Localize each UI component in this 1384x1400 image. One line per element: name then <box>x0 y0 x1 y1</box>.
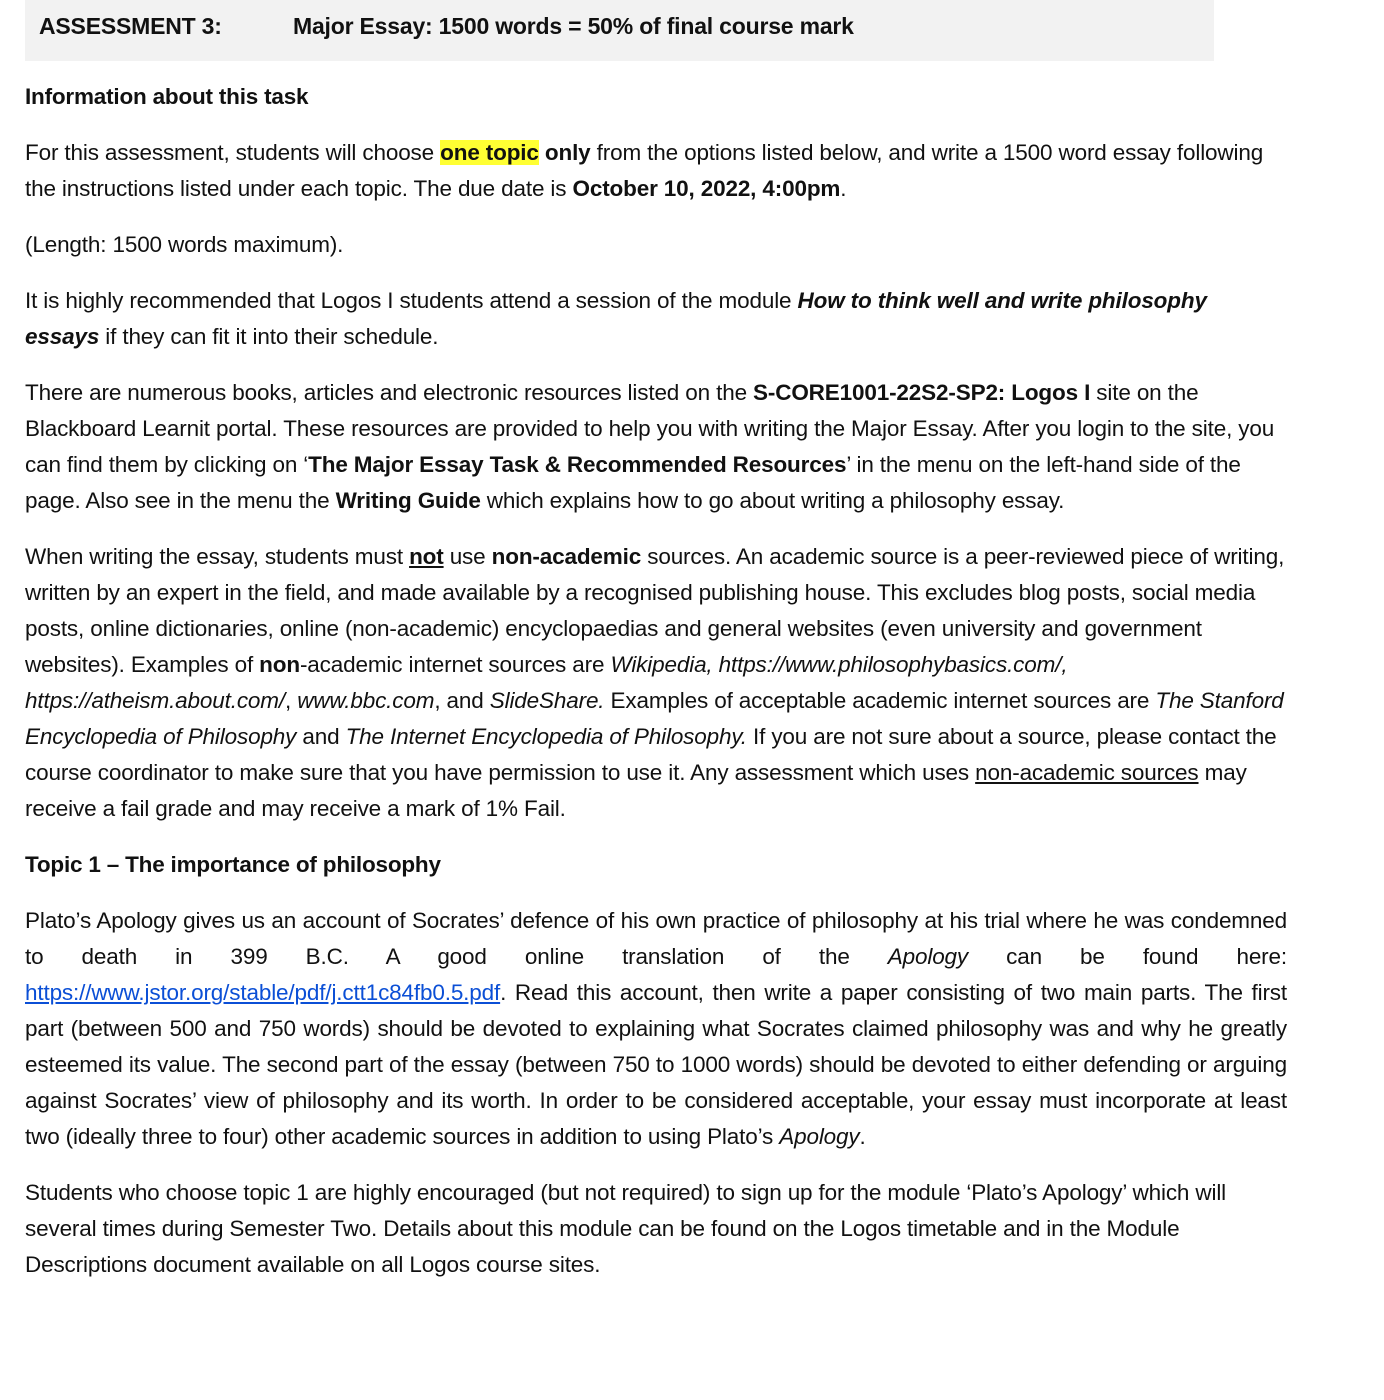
non-academic-sources-underlined: non-academic sources <box>975 760 1199 785</box>
bold-only: only <box>544 140 591 165</box>
course-site-name: S-CORE1001-22S2-SP2: Logos I <box>753 380 1091 405</box>
text: may receive a fail grade and may receive a mark of 1% Fail. <box>25 760 1247 821</box>
module-name: How to think well and write philosophy essays <box>25 288 1207 349</box>
text: . <box>859 1124 866 1149</box>
text: and <box>296 724 346 749</box>
apology-translation-link[interactable]: https://www.jstor.org/stable/pdf/j.ctt1c84fb0.5.pdf <box>25 980 501 1005</box>
text: site on the Blackboard Learnit portal. These resources are provided to help you with writing the Major Essay. After you login to the site, you can find them by clicking on ‘ <box>25 380 1275 477</box>
example-slideshare: SlideShare. <box>489 688 605 713</box>
due-date: October 10, 2022, 4:00pm <box>572 176 841 201</box>
text: from the options listed below, and write a 1500 word essay following the instructions listed under each topic. The due date is <box>25 140 1264 201</box>
text: Examples of acceptable academic internet sources are <box>604 688 1156 713</box>
example-stanford: The Stanford Encyclopedia of Philosophy <box>25 688 1284 749</box>
section-heading-info: Information about this task <box>25 84 309 109</box>
paragraph-topic1-description <box>25 903 1287 1155</box>
length-note: (Length: 1500 words maximum). <box>25 232 344 257</box>
text: For this assessment, students will choose <box>25 140 441 165</box>
topic1-heading: Topic 1 – The importance of philosophy <box>25 852 441 877</box>
emphasis-non: non <box>259 652 300 677</box>
menu-item-resources: The Major Essay Task & Recommended Resources <box>308 452 847 477</box>
paragraph-resources <box>25 375 1287 519</box>
example-iep: The Internet Encyclopedia of Philosophy. <box>345 724 747 749</box>
highlighted-one-topic: one topic <box>440 140 539 165</box>
text: , <box>284 688 298 713</box>
example-bbc: www.bbc.com <box>297 688 435 713</box>
text: It is highly recommended that Logos I students attend a session of the module <box>25 288 798 313</box>
assessment-title: Major Essay: 1500 words = 50% of final course mark <box>293 13 854 39</box>
example-sources: Wikipedia, https://www.philosophybasics.com/, https://atheism.about.com/ <box>25 652 1068 713</box>
assessment-label: ASSESSMENT 3: <box>39 13 222 39</box>
paragraph-topic-choice <box>25 135 1287 207</box>
text: ’ in the menu on the left-hand side of the page. Also see in the menu the <box>25 452 1241 513</box>
apology-title-2: Apology <box>779 1124 860 1149</box>
text: use <box>443 544 492 569</box>
text: -academic internet sources are <box>299 652 611 677</box>
assessment-header <box>25 0 1214 61</box>
text: , and <box>434 688 490 713</box>
emphasis-not: not <box>409 544 444 569</box>
emphasis-non-academic: non-academic <box>491 544 642 569</box>
text: which explains how to go about writing a philosophy essay. <box>480 488 1065 513</box>
apology-title: Apology <box>887 944 969 969</box>
text: if they can fit it into their schedule. <box>99 324 439 349</box>
text: When writing the essay, students must <box>25 544 410 569</box>
paragraph-module-recommendation <box>25 283 1287 355</box>
text: sources. An academic source is a peer-reviewed piece of writing, written by an expert in the field, and made available by a recognised publishing house. This excludes blog posts, social media posts, online dictionaries, online (non-academic) encyclopaedias and general websites (even university and government websites). Examples of <box>25 544 1285 677</box>
paragraph-topic1-module: Students who choose topic 1 are highly encouraged (but not required) to sign up for the module ‘Plato’s Apology’ which will several times during Semester Two. Details about this module can be found on the Logos timetable and in the Module Descriptions document available on all Logos course sites. <box>25 1180 1227 1277</box>
text: . Read this account, then write a paper consisting of two main parts. The first part (between 500 and 750 words) should be devoted to explaining what Socrates claimed philosophy was and why he greatly esteemed its value. The second part of the essay (between 750 to 1000 words) should be devoted to either defending or arguing against Socrates’ view of philosophy and its worth. In order to be considered acceptable, your essay must incorporate at least two (ideally three to four) other academic sources in addition to using Plato’s <box>25 980 1287 1149</box>
text: . <box>840 176 847 201</box>
text: There are numerous books, articles and electronic resources listed on the <box>25 380 754 405</box>
text: Plato’s Apology gives us an account of Socrates’ defence of his own practice of philosophy at his trial where he was condemned to death in 399 B.C. A good online translation of the <box>25 908 1287 969</box>
text: If you are not sure about a source, please contact the course coordinator to make sure that you have permission to use it. Any assessment which uses <box>25 724 1277 785</box>
document-body <box>25 79 1287 1303</box>
text: can be found here: <box>968 944 1287 969</box>
paragraph-sources-policy <box>25 539 1287 827</box>
writing-guide: Writing Guide <box>335 488 481 513</box>
